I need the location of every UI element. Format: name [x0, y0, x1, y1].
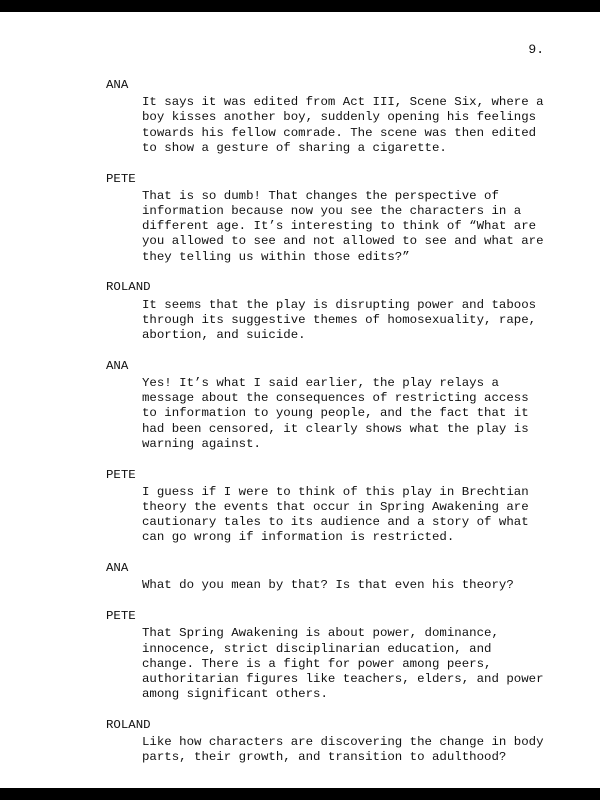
- speaker-name: ANA: [106, 561, 129, 576]
- dialogue-text: That is so dumb! That changes the perspective of information because now you see the characters in a different age. It’s interesting to think of “What are you allowed to see and not allowed to see and what are they telling us within those edits?”: [142, 188, 544, 264]
- page-number: 9.: [528, 42, 544, 57]
- speaker-name: PETE: [106, 171, 136, 186]
- speaker-name: ROLAND: [106, 280, 151, 295]
- dialogue-text: It seems that the play is disrupting power and taboos through its suggestive themes of homosexuality, rape, abortion, and suicide.: [142, 297, 537, 343]
- dialogue-block-8: [104, 718, 544, 766]
- dialogue-text: It says it was edited from Act III, Scene Six, where a boy kisses another boy, suddenly opening his feelings towards his fellow comrade. The scene was then edited to show a gesture of sharing a cigarette.: [142, 95, 544, 155]
- speaker-name: PETE: [106, 467, 136, 482]
- dialogue-text: That Spring Awakening is about power, dominance, innocence, strict disciplinarian education, and change. There is a fight for power among peers, authoritarian figures like teachers, elders, and power among significant others.: [142, 626, 544, 702]
- dialogue-block-6: [104, 561, 544, 593]
- dialogue-block-5: [104, 468, 544, 546]
- dialogue-text: I guess if I were to think of this play in Brechtian theory the events that occur in Spring Awakening are cautionary tales to its audience and a story of what can go wrong if information is restricted.: [142, 484, 529, 545]
- speaker-name: ANA: [106, 358, 129, 373]
- dialogue-text: Like how characters are discovering the change in body parts, their growth, and transition to adulthood?: [142, 735, 544, 765]
- speaker-name: ANA: [106, 78, 129, 92]
- dialogue-text: Yes! It’s what I said earlier, the play relays a message about the consequences of restricting access to information to young people, and the fact that it had been censored, it clearly shows what the play is warning against.: [142, 376, 529, 451]
- dialogue-block-3: [104, 280, 544, 343]
- dialogue-text: What do you mean by that? Is that even his theory?: [142, 578, 514, 593]
- dialogue-block-4: [104, 359, 544, 452]
- dialogue-block-2: [104, 172, 544, 265]
- dialogue-block-1: [104, 78, 544, 156]
- dialogue-block-7: [104, 609, 544, 702]
- dialogue-list: [104, 78, 544, 781]
- speaker-name: ROLAND: [106, 718, 151, 733]
- script-page: [0, 12, 600, 788]
- speaker-name: PETE: [106, 609, 136, 624]
